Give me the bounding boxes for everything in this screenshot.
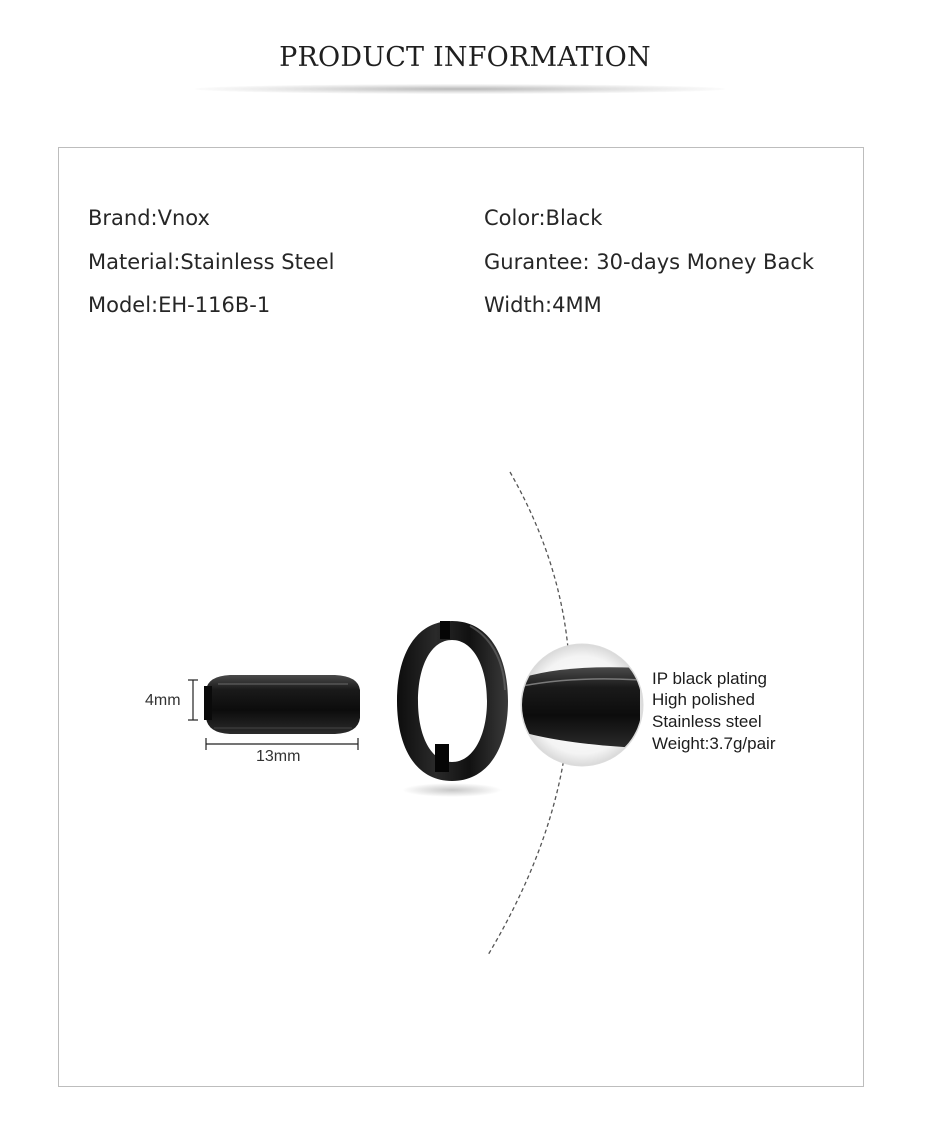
height-dimension-marker — [188, 680, 198, 720]
page-title: PRODUCT INFORMATION — [279, 42, 651, 73]
ring-front-view — [397, 621, 508, 797]
width-label: 13mm — [256, 748, 301, 765]
spec-width: Width:4MM — [484, 293, 602, 317]
spec-model: Model:EH-116B-1 — [88, 293, 271, 317]
ring-side-view — [204, 675, 360, 734]
spec-color: Color:Black — [484, 206, 603, 230]
spec-material: Material:Stainless Steel — [88, 250, 335, 274]
spec-guarantee: Gurantee: 30-days Money Back — [484, 250, 815, 274]
feature-plating: IP black plating — [652, 669, 767, 688]
feature-weight: Weight:3.7g/pair — [652, 734, 776, 753]
feature-polish: High polished — [652, 690, 756, 709]
magnified-detail — [515, 644, 650, 766]
feature-material: Stainless steel — [652, 712, 762, 731]
height-label: 4mm — [145, 692, 181, 709]
spec-brand: Brand:Vnox — [88, 206, 210, 230]
